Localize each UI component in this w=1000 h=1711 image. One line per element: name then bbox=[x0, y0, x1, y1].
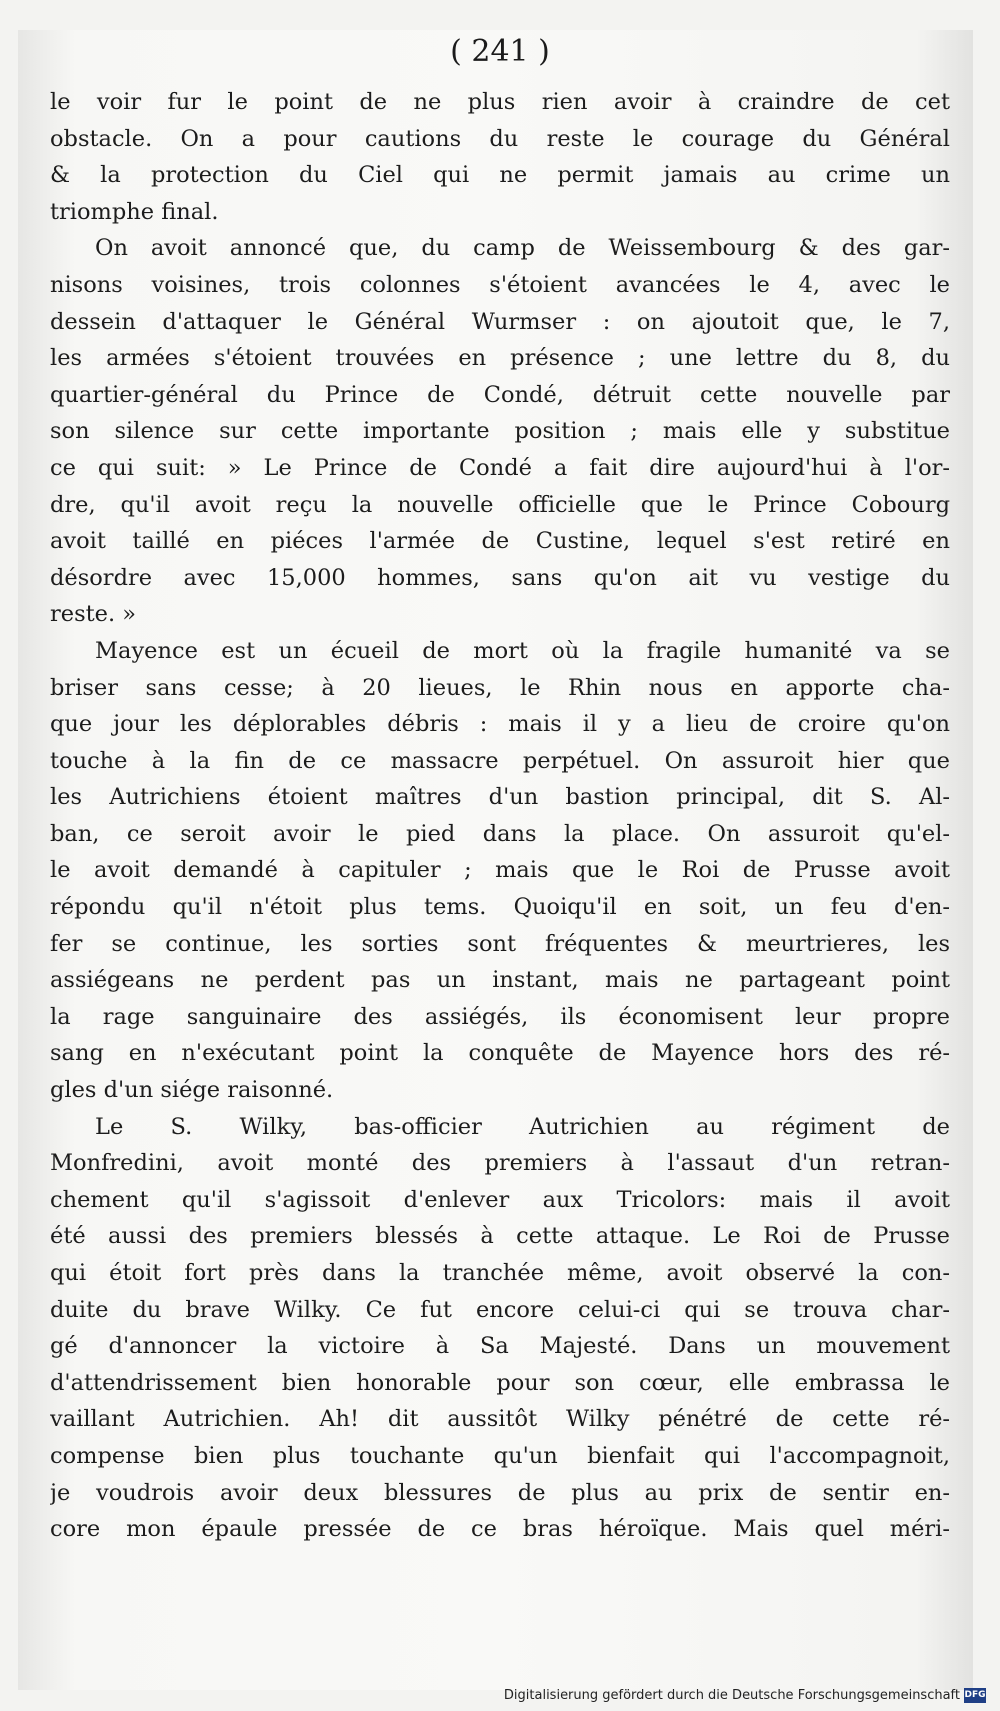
text-line: que jour les déplorables débris : mais il y a lieu de croire qu'on bbox=[50, 711, 950, 738]
text-line: le voir fur le point de ne plus rien avoir à craindre de cet bbox=[50, 89, 950, 115]
text-line: reste. » bbox=[50, 601, 137, 628]
text-line: gles d'un siége raisonné. bbox=[50, 1077, 334, 1104]
text-line: son silence sur cette importante position ; mais elle y substitue bbox=[50, 418, 950, 445]
text-line: le avoit demandé à capituler ; mais que le Roi de Prusse avoit bbox=[50, 857, 950, 884]
text-line: été aussi des premiers blessés à cette attaque. Le Roi de Prusse bbox=[50, 1223, 950, 1250]
text-line: gé d'annoncer la victoire à Sa Majesté. Dans un mouvement bbox=[50, 1333, 950, 1360]
text-line: compense bien plus touchante qu'un bienfait qui l'accompagnoit, bbox=[50, 1442, 950, 1469]
text-line: Monfredini, avoit monté des premiers à l'assaut d'un retran- bbox=[50, 1150, 950, 1177]
text-line: désordre avec 15,000 hommes, sans qu'on ait vu vestige du bbox=[50, 564, 950, 591]
text-line: les Autrichiens étoient maîtres d'un bastion principal, dit S. Al- bbox=[50, 784, 950, 811]
text-line: briser sans cesse; à 20 lieues, le Rhin nous en apporte cha- bbox=[50, 674, 950, 701]
dfg-logo: DFG bbox=[964, 1688, 986, 1703]
text-line: fer se continue, les sorties sont fréquentes & meurtrieres, les bbox=[50, 930, 950, 957]
text-line: qui étoit fort près dans la tranchée même, avoit observé la con- bbox=[50, 1260, 950, 1286]
text-line: Mayence est un écueil de mort où la fragile humanité va se bbox=[95, 637, 950, 664]
credit-text: Digitalisierung gefördert durch die Deutsche Forschungsgemeinschaft bbox=[503, 1688, 960, 1703]
text-line: assiégeans ne perdent pas un instant, mais ne partageant point bbox=[50, 967, 950, 994]
text-line: dessein d'attaquer le Général Wurmser : on ajoutoit que, le 7, bbox=[50, 308, 950, 335]
text-line: nisons voisines, trois colonnes s'étoient avancées le 4, avec le bbox=[50, 271, 950, 298]
text-line: ce qui suit: » Le Prince de Condé a fait dire aujourd'hui à l'or- bbox=[50, 454, 950, 481]
text-line: d'attendrissement bien honorable pour son cœur, elle embrassa le bbox=[50, 1369, 950, 1396]
text-line: triomphe final. bbox=[50, 198, 219, 225]
page-number: ( 241 ) bbox=[450, 34, 550, 69]
text-line: avoit taillé en piéces l'armée de Custine, lequel s'est retiré en bbox=[50, 528, 950, 555]
text-line: Le S. Wilky, bas-officier Autrichien au régiment de bbox=[95, 1113, 950, 1140]
text-line: dre, qu'il avoit reçu la nouvelle officielle que le Prince Cobourg bbox=[50, 491, 950, 518]
text-line: obstacle. On a pour cautions du reste le courage du Général bbox=[50, 125, 950, 152]
text-line: quartier-général du Prince de Condé, détruit cette nouvelle par bbox=[50, 381, 950, 408]
text-line: vaillant Autrichien. Ah! dit aussitôt Wilky pénétré de cette ré- bbox=[50, 1406, 950, 1433]
text-line: sang en n'exécutant point la conquête de Mayence hors des ré- bbox=[50, 1040, 950, 1067]
digitization-credit bbox=[504, 1688, 986, 1703]
text-line: les armées s'étoient trouvées en présence ; une lettre du 8, du bbox=[50, 345, 950, 372]
text-line: On avoit annoncé que, du camp de Weissembourg & des gar- bbox=[95, 235, 950, 262]
text-line: & la protection du Ciel qui ne permit jamais au crime un bbox=[50, 162, 950, 189]
text-line: duite du brave Wilky. Ce fut encore celui-ci qui se trouva char- bbox=[50, 1296, 950, 1323]
text-line: touche à la fin de ce massacre perpétuel. On assuroit hier que bbox=[50, 747, 950, 774]
text-line: la rage sanguinaire des assiégés, ils économisent leur propre bbox=[50, 1003, 950, 1030]
body-text bbox=[50, 84, 950, 1548]
text-line: core mon épaule pressée de ce bras héroïque. Mais quel méri- bbox=[50, 1516, 950, 1543]
text-line: ban, ce seroit avoir le pied dans la place. On assuroit qu'el- bbox=[50, 820, 950, 847]
text-line: répondu qu'il n'étoit plus tems. Quoiqu'il en soit, un feu d'en- bbox=[50, 894, 950, 921]
text-line: chement qu'il s'agissoit d'enlever aux Tricolors: mais il avoit bbox=[50, 1186, 950, 1213]
text-line: je voudrois avoir deux blessures de plus au prix de sentir en- bbox=[50, 1479, 950, 1506]
